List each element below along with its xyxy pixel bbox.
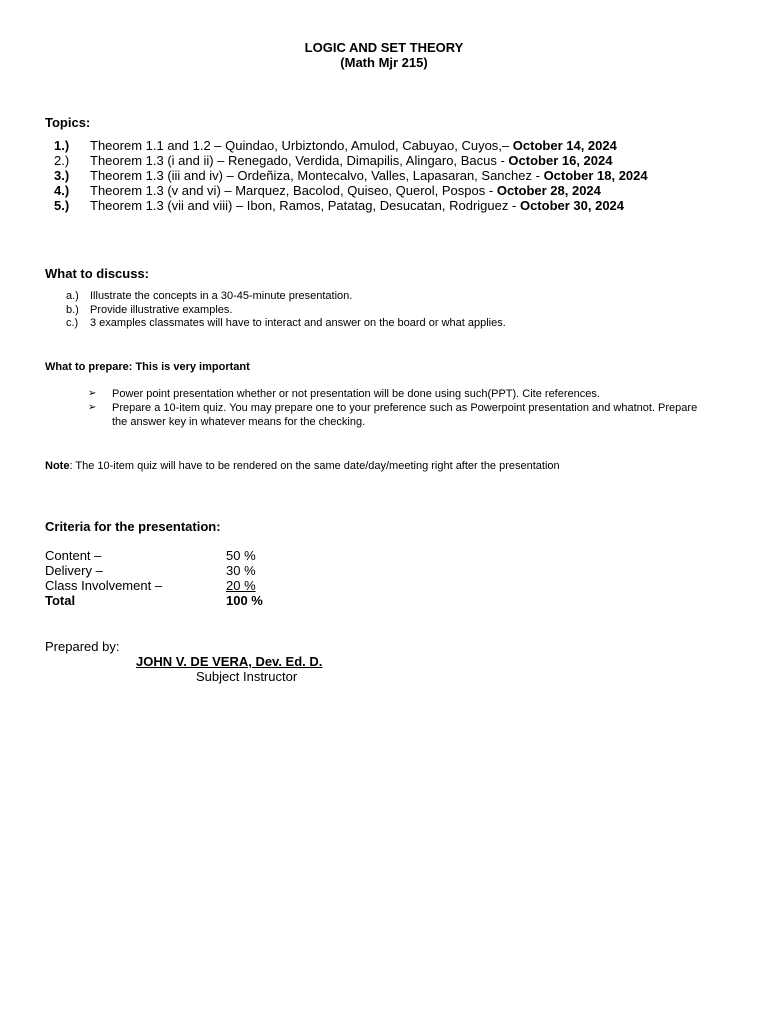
prepare-heading: What to prepare: This is very important <box>45 361 250 373</box>
topic-number: 4.) <box>54 183 70 198</box>
arrow-bullet-icon: ➢ <box>88 388 97 399</box>
discuss-text: 3 examples classmates will have to interact and answer on the board or what applies. <box>90 317 506 329</box>
note-text: : The 10-item quiz will have to be rendered on the same date/day/meeting right after the presentation <box>69 460 560 472</box>
topic-date: October 28, 2024 <box>496 183 601 198</box>
topic-date: October 30, 2024 <box>519 198 625 213</box>
topics-heading: Topics: <box>45 115 91 130</box>
instructor-name: JOHN V. DE VERA, Dev. Ed. D. <box>136 654 323 669</box>
criteria-total-label: Total <box>45 593 76 608</box>
topic-item <box>54 138 648 153</box>
topic-number: 3.) <box>54 168 70 183</box>
discuss-letter: a.) <box>66 290 79 302</box>
discuss-item <box>66 304 506 318</box>
topic-text: Theorem 1.3 (i and ii) – Renegado, Verdida, Dimapilis, Alingaro, Bacus - <box>90 153 505 168</box>
prepared-by-label: Prepared by: <box>45 639 120 654</box>
criteria-total-value: 100 % <box>226 593 263 608</box>
topic-date: October 16, 2024 <box>508 153 613 168</box>
discuss-heading: What to discuss: <box>45 266 150 281</box>
prepare-text: Prepare a 10-item quiz. You may prepare one to your preference such as Powerpoint presentation and whatnot. Prepare the answer key in whatever means for the checking. <box>112 402 698 428</box>
arrow-bullet-icon: ➢ <box>88 402 97 413</box>
topic-number: 5.) <box>54 198 70 213</box>
document-title: LOGIC AND SET THEORY <box>304 40 464 55</box>
topic-number: 1.) <box>54 138 70 153</box>
topic-item <box>54 183 648 198</box>
instructor-role: Subject Instructor <box>196 669 298 684</box>
topic-number: 2.) <box>54 153 70 168</box>
criteria-value: 30 % <box>226 563 256 578</box>
note-label: Note <box>45 460 70 472</box>
topics-list <box>54 138 648 213</box>
criteria-row <box>45 563 263 578</box>
discuss-text: Illustrate the concepts in a 30-45-minute presentation. <box>90 290 353 302</box>
prepare-item <box>88 401 708 429</box>
criteria-row <box>45 578 263 593</box>
criteria-heading: Criteria for the presentation: <box>45 519 221 534</box>
topic-item <box>54 153 648 168</box>
discuss-letter: c.) <box>66 317 79 329</box>
topic-item <box>54 198 648 213</box>
discuss-text: Provide illustrative examples. <box>90 303 233 316</box>
course-code: (Math Mjr 215) <box>340 55 428 70</box>
discuss-list <box>66 290 506 331</box>
topic-item <box>54 168 648 183</box>
criteria-label: Class Involvement – <box>45 578 163 593</box>
discuss-item <box>66 290 506 304</box>
prepare-list <box>88 387 708 429</box>
prepare-text: Power point presentation whether or not presentation will be done using such(PPT). Cite references. <box>112 388 600 400</box>
criteria-label: Delivery – <box>45 563 103 578</box>
discuss-item <box>66 317 506 331</box>
discuss-letter: b.) <box>66 303 79 316</box>
prepare-item <box>88 387 708 401</box>
topic-text: Theorem 1.3 (v and vi) – Marquez, Bacolod, Quiseo, Querol, Pospos - <box>90 183 494 198</box>
topic-date: October 18, 2024 <box>543 168 648 183</box>
topic-text: Theorem 1.1 and 1.2 – Quindao, Urbiztondo, Amulod, Cabuyao, Cuyos,– <box>90 138 510 153</box>
note <box>45 459 560 473</box>
criteria-label: Content – <box>45 548 102 563</box>
criteria-value: 50 % <box>226 548 256 563</box>
criteria-row <box>45 548 263 563</box>
criteria-table <box>45 548 263 608</box>
criteria-value: 20 % <box>226 578 256 593</box>
topic-text: Theorem 1.3 (iii and iv) – Ordeñiza, Montecalvo, Valles, Lapasaran, Sanchez - <box>90 168 540 183</box>
criteria-total-row <box>45 593 263 608</box>
topic-text: Theorem 1.3 (vii and viii) – Ibon, Ramos, Patatag, Desucatan, Rodriguez - <box>90 198 517 213</box>
topic-date: October 14, 2024 <box>512 138 617 153</box>
